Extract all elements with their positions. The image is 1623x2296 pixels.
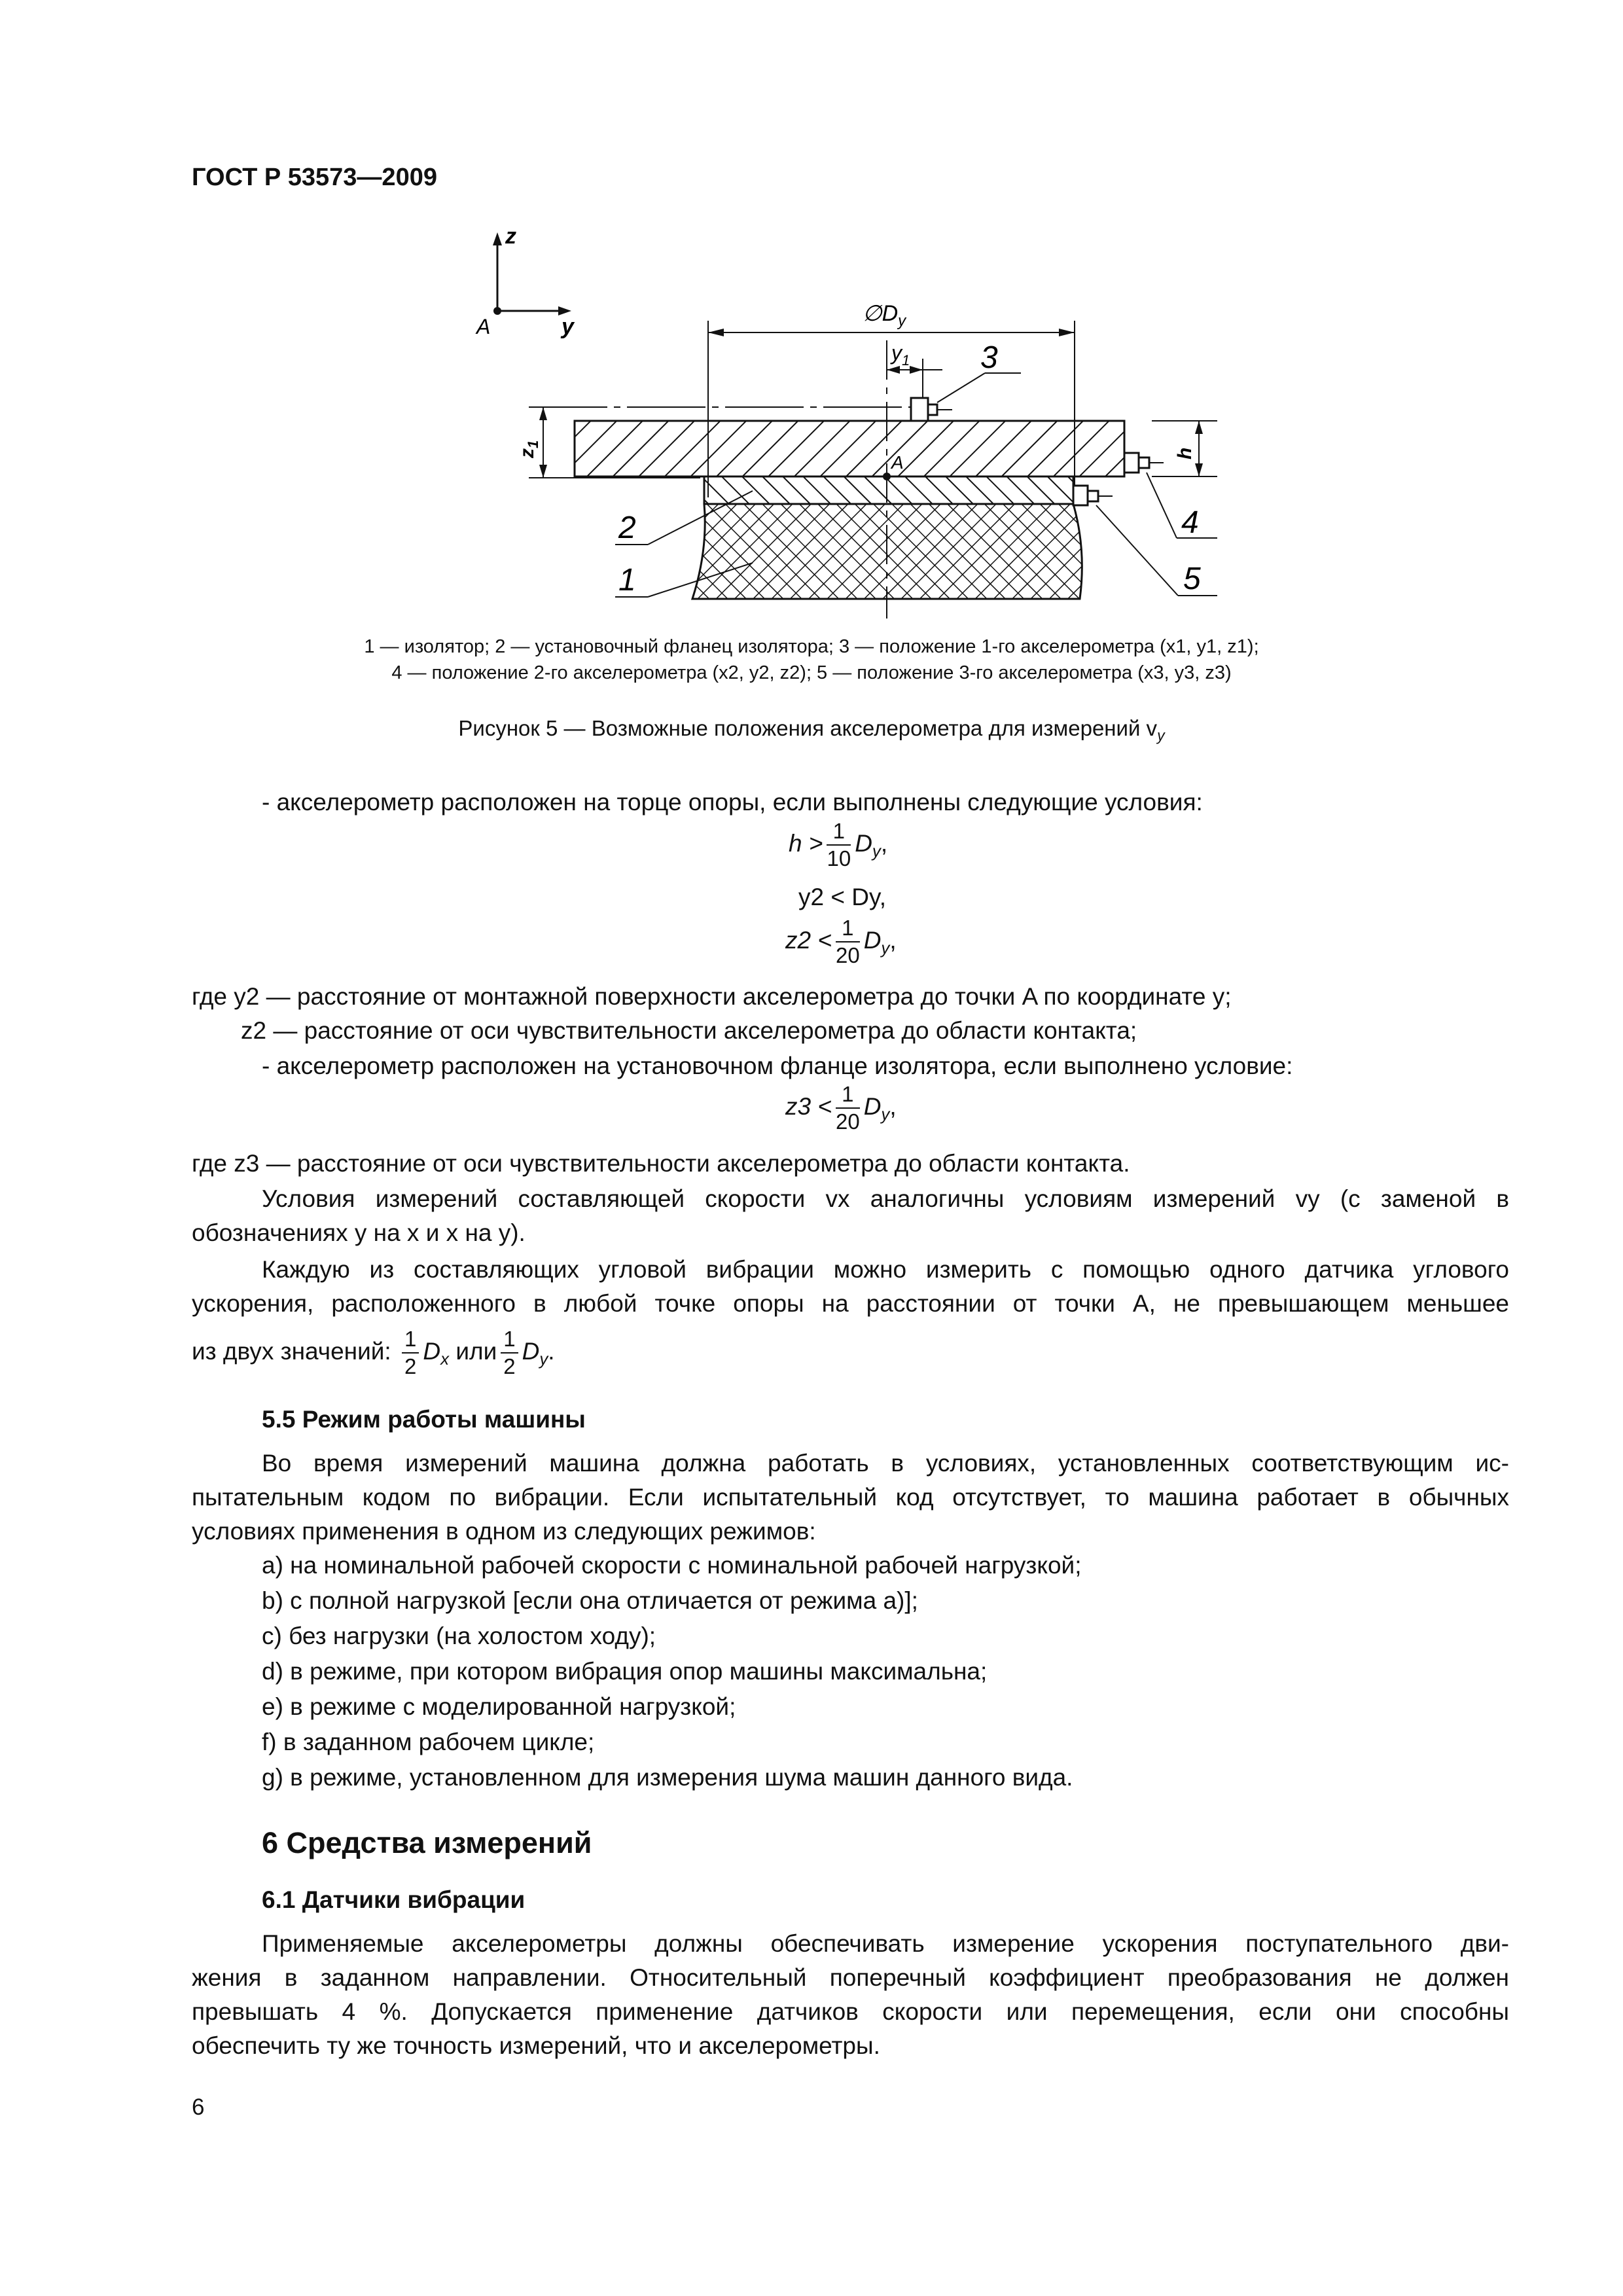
formula-h: h > $\frac{1}{10}$ $D_y$, [789,819,888,870]
formula-z2: z2 < $\frac{1}{20}$ $D_y$, [785,916,897,967]
svg-text:1: 1 [618,563,636,598]
document-header: ГОСТ Р 53573—2009 [192,164,437,191]
paragraph-6-1-line-4: обеспечить ту же точность измерений, что и акселерометры. [192,2032,880,2059]
list-item: e) в режиме с моделированной нагрузкой; [262,1693,736,1720]
svg-text:4: 4 [1181,505,1199,540]
list-item: c) без нагрузки (на холостом ходу); [262,1623,656,1649]
section-5-5-heading: 5.5 Режим работы машины [262,1406,586,1433]
svg-text:2: 2 [618,511,636,545]
support-plate [575,421,1124,476]
paragraph-5-5-line-3: условиях применения в одном из следующих режимов: [192,1518,816,1545]
accelerometer-5 [1073,486,1217,596]
definition-z3: где z3 — расстояние от оси чувствительности акселерометра до области контакта. [192,1150,1130,1177]
svg-text:z1: $z_1$ [516,440,541,458]
list-item: f) в заданном рабочем цикле; [262,1729,595,1755]
figure-5-diagram [458,216,1270,622]
svg-text:y1: $y_1$ [891,341,910,368]
coordinate-axes [475,224,575,339]
isolator [692,504,1082,599]
accelerometer-3 [911,340,1021,421]
list-item: a) на номинальной рабочей скорости с номинальной рабочей нагрузкой; [262,1552,1082,1579]
paragraph-vx-line-1: Условия измерений составляющей скорости vx аналогичны условиям измерений vy (с заменой в [262,1185,1509,1212]
formula-y2: y2 < Dy, [798,884,886,910]
section-6-heading: 6 Средства измерений [262,1826,592,1859]
figure-caption-line-2: 4 — положение 2-го акселерометра (x2, y2, z2); 5 — положение 3-го акселерометра (x3, y3, z3) [391,662,1232,683]
formula-z3: z3 < $\frac{1}{20}$ $D_y$, [785,1082,897,1134]
paragraph-angular-line-1: Каждую из составляющих угловой вибрации можно измерить с помощью одного датчика углового [262,1256,1509,1283]
dimension-h [1152,421,1217,476]
paragraph-angular-line-2: ускорения, расположенного в любой точке опоры на расстоянии от точки A, не превышающем меньшее [192,1290,1509,1317]
condition-end-face: - акселерометр расположен на торце опоры, если выполнены следующие условия: [262,789,1203,816]
list-item: d) в режиме, при котором вибрация опор машины максимальна; [262,1658,988,1685]
svg-text:∅Dy: $\emptyset D_y$ [863,301,906,330]
paragraph-6-1-line-2: жения в заданном направлении. Относительный поперечный коэффициент преобразования не должен [192,1964,1509,1991]
isolator-flange [704,476,1073,504]
paragraph-angular-line-3: из двух значений: $\frac{1}{2}$ $D_x$ или $\frac{1}{2}$ $D_y$. [192,1327,555,1378]
definition-y2: где y2 — расстояние от монтажной поверхности акселерометра до точки A по координате y; [192,983,1232,1010]
point-A-label: A [891,452,904,473]
definition-z2: z2 — расстояние от оси чувствительности акселерометра до области контакта; [241,1017,1137,1044]
list-item: b) с полной нагрузкой [если она отличается от режима а)]; [262,1587,918,1614]
list-item: g) в режиме, установленном для измерения шума машин данного вида. [262,1764,1073,1791]
paragraph-5-5-line-2: пытательным кодом по вибрации. Если испытательный код отсутствует, то машина работает в обычных [192,1484,1509,1511]
paragraph-5-5-line-1: Во время измерений машина должна работать в условиях, установленных соответствующим ис- [262,1450,1509,1477]
condition-flange: - акселерометр расположен на установочном фланце изолятора, если выполнено условие: [262,1052,1293,1079]
svg-text:3: 3 [980,340,998,375]
page-number: 6 [192,2094,205,2120]
paragraph-6-1-line-1: Применяемые акселерометры должны обеспечивать измерение ускорения поступательного дви- [262,1930,1509,1957]
figure-caption-line-1: 1 — изолятор; 2 — установочный фланец изолятора; 3 — положение 1-го акселерометра (x1, y1, z1); [364,636,1259,657]
axis-z-label: z [505,224,516,249]
accelerometer-4 [1124,453,1217,540]
axis-y-label: y [562,314,574,339]
section-6-1-heading: 6.1 Датчики вибрации [262,1886,526,1913]
svg-text:5: 5 [1183,562,1201,596]
svg-text:h: h [1174,447,1196,459]
axis-origin-label: A [476,315,491,338]
paragraph-6-1-line-3: превышать 4 %. Допускается применение датчиков скорости или перемещения, если они способны [192,1998,1509,2025]
figure-title: Рисунок 5 — Возможные положения акселерометра для измерений $v_y$ [458,716,1165,744]
paragraph-vx-line-2: обозначениях y на x и x на y). [192,1219,526,1246]
